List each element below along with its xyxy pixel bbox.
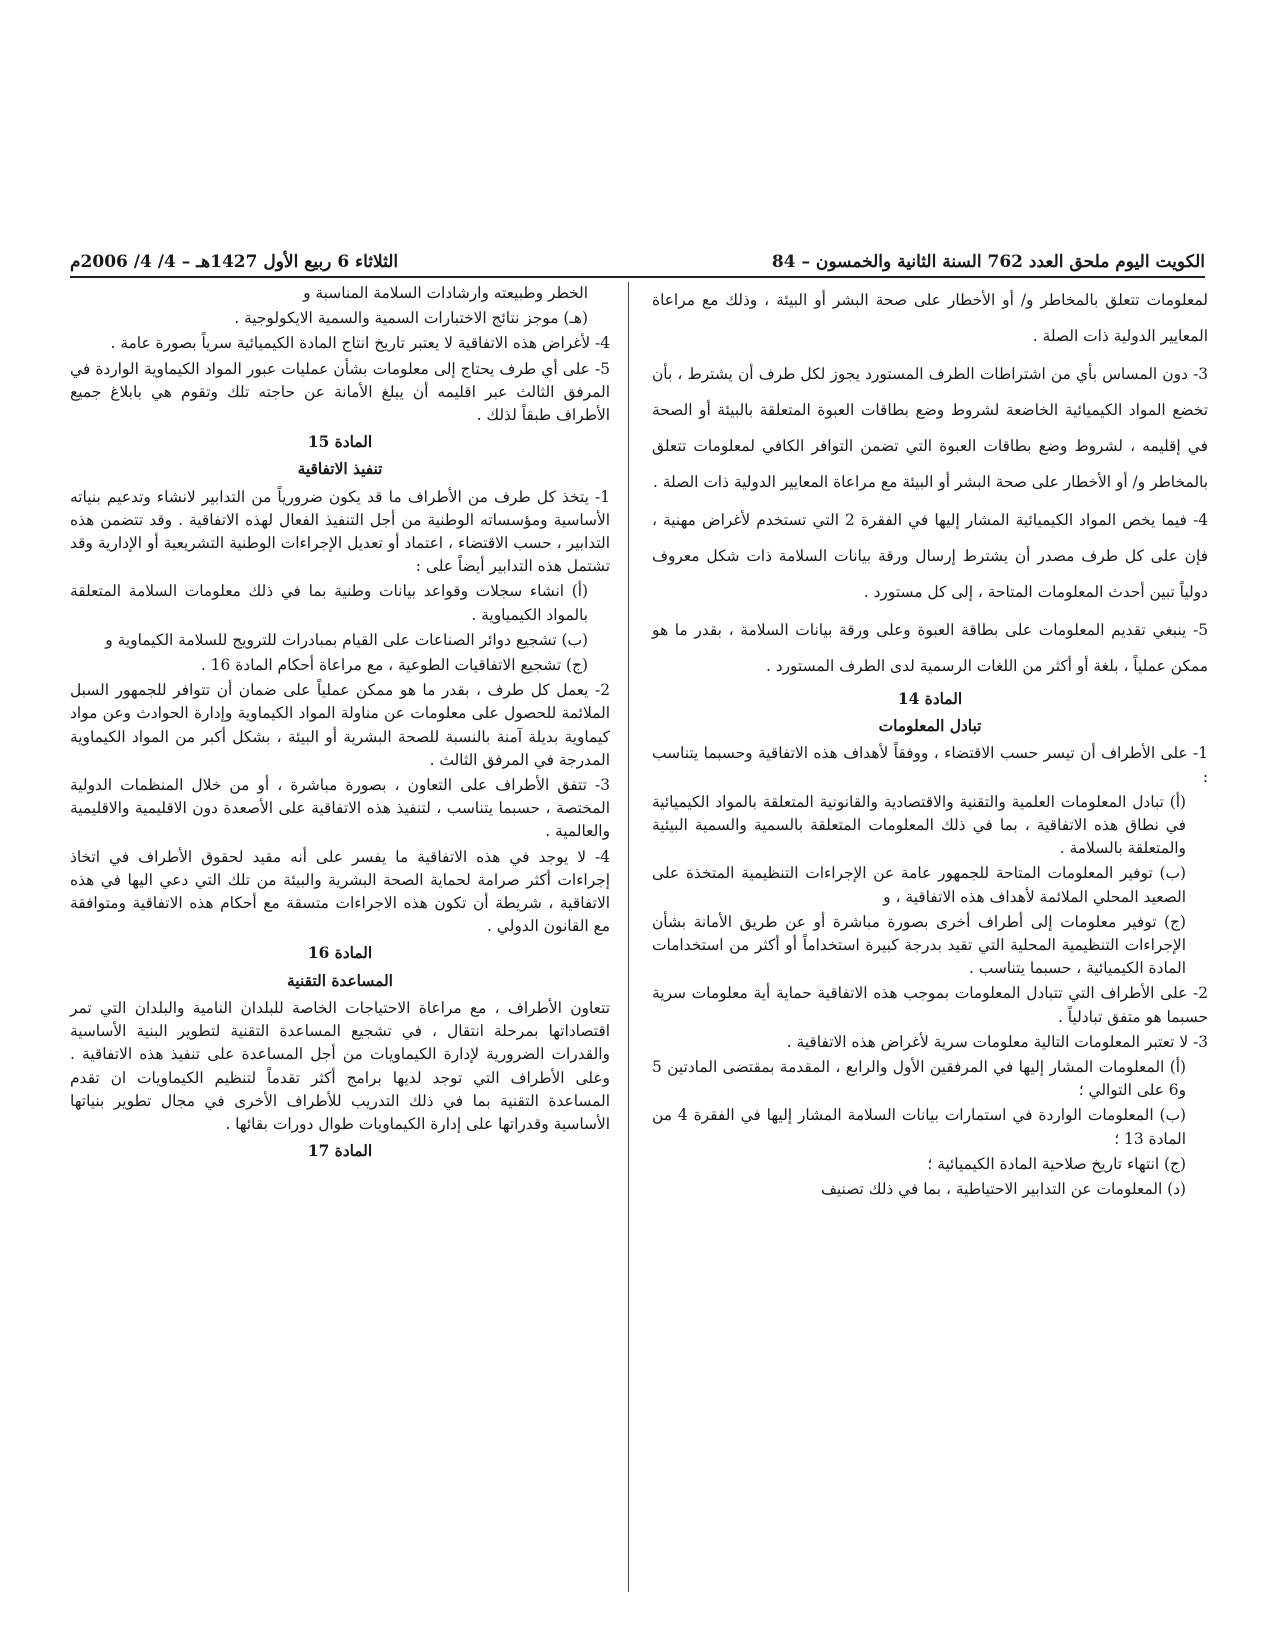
right-column-subitem: (ب) توفير المعلومات المتاحة للجمهور عامة عن الإجراءات التنظيمية المتخذة على الصعيد المحلي الملائمة لأهداف هذه الاتفاقية ، و — [652, 864, 1186, 906]
right-column-paragraph: 3- لا تعتبر المعلومات التالية معلومات سرية لأغراض هذه الاتفاقية . — [786, 1032, 1208, 1051]
right-column-subitem: (أ) تبادل المعلومات العلمية والتقنية والاقتصادية والقانونية المتعلقة بالمواد الكيميائية في نطاق هذه الاتفاقية ، بما في ذلك المعلومات المتعلقة بالسمية والسمية البيئية والمتعلقة بالسلامة . — [652, 792, 1186, 858]
left-column-heading: المساعدة التقنية — [287, 971, 393, 990]
left-column-subitem: (هـ) موجز نتائج الاختبارات السمية والسمية الايكولوجية . — [234, 309, 588, 328]
left-column-heading: المادة 15 — [307, 433, 373, 452]
right-column-subitem: (ب) المعلومات الواردة في استمارات بيانات السلامة المشار إليها في الفقرة 4 من المادة 13 ؛ — [652, 1106, 1187, 1148]
header-rule — [70, 276, 1205, 278]
right-column-paragraph: 3- دون المساس بأي من اشتراطات الطرف المستورد يجوز لكل طرف أن يشترط ، بأن تخضع المواد الكيميائية الخاضعة لشروط وضع بطاقات العبوة المتعلقة بالبيئة أو الصحة في إقليمه ، لشروط وضع بطاقات العبوة التي تضمن التوافر الكافي لمعلومات تتعلق بالمخاطر و/ أو الأخطار على صحة البشر أو البيئة مع مراعاة المعايير الدولية ذات الصلة . — [652, 365, 1208, 491]
left-column-subitem: (أ) انشاء سجلات وقواعد بيانات وطنية بما في ذلك معلومات السلامة المتعلقة بالمواد الكيمياوية . — [70, 582, 588, 624]
right-column-paragraph: 1- على الأطراف أن تيسر حسب الاقتضاء ، ووفقاً لأهداف هذه الاتفاقية وحسبما يتناسب : — [652, 744, 1208, 786]
left-column-paragraph: 5- على أي طرف يحتاج إلى معلومات بشأن عمليات عبور المواد الكيماوية الواردة في المرفق الثالث عبر اقليمه أن يبلغ الأمانة عن حاجته تلك وتقوم هي بابلاغ جميع الأطراف طبقاً لذلك . — [70, 359, 610, 425]
left-column-paragraph: 2- يعمل كل طرف ، بقدر ما هو ممكن عملياً على ضمان أن تتوافر للجمهور السبل الملائمة للحصول على معلومات عن مناولة المواد الكيماوية وإدارة الحوادث وعن مواد كيماوية بديلة آمنة بالنسبة للصحة البشرية أو البيئة ، بشكل أكبر من المواد الكيماوية المدرجة في المرفق الثالث . — [70, 681, 610, 769]
page-header — [70, 238, 1205, 272]
left-column-paragraph: تتعاون الأطراف ، مع مراعاة الاحتياجات الخاصة للبلدان النامية والبلدان التي تمر اقتصاداتها بمرحلة انتقال ، في تشجيع المساعدة التقنية لتطوير البنية الأساسية والقدرات الضرورية لإدارة الكيماويات من أجل المساعدة على تنفيذ هذه الاتفاقية . وعلى الأطراف التي توجد لديها برامج أكثر تقدماً لتنظيم الكيماويات ان تقدم المساعدة التقنية بما في ذلك التدريب للأطراف الأخرى في مجال تطوير بنياتها الأساسية وقدراتها على إدارة الكيماويات طوال دورات بقائها . — [70, 998, 610, 1133]
left-column — [70, 282, 610, 1167]
right-column-paragraph: لمعلومات تتعلق بالمخاطر و/ أو الأخطار على صحة البشر أو البيئة ، وذلك مع مراعاة المعايير الدولية ذات الصلة . — [652, 291, 1208, 345]
right-column-paragraph: 5- ينبغي تقديم المعلومات على بطاقة العبوة وعلى ورقة بيانات السلامة ، بقدر ما هو ممكن عملياً ، بلغة أو أكثر من اللغات الرسمية لدى الطرف المستورد . — [652, 621, 1208, 675]
left-column-heading: المادة 17 — [307, 1142, 373, 1161]
right-column-subitem: (ج) توفير معلومات إلى أطراف أخرى بصورة مباشرة أو عن طريق الأمانة بشأن الإجراءات التنظيمية المحلية التي تقيد بدرجة كبيرة استخداماً أو أكثر من استخدامات المادة الكيميائية ، حسبما يتناسب . — [652, 912, 1186, 978]
left-column-heading: المادة 16 — [307, 944, 373, 963]
right-column-subitem: (د) المعلومات عن التدابير الاحتياطية ، بما في ذلك تصنيف — [820, 1180, 1186, 1199]
left-column-paragraph: 4- لأغراض هذه الاتفاقية لا يعتبر تاريخ انتاج المادة الكيميائية سرياً بصورة عامة . — [110, 334, 610, 353]
right-column-heading: المادة 14 — [897, 690, 963, 708]
left-column-paragraph: 3- تتفق الأطراف على التعاون ، بصورة مباشرة ، أو من خلال المنظمات الدولية المختصة ، حسبما يتناسب ، لتنفيذ هذه الاتفاقية على الأصعدة دون الاقليمية والاقليمية والعالمية . — [70, 776, 610, 841]
right-column-heading: تبادل المعلومات — [878, 717, 982, 736]
left-column-paragraph: 4- لا يوجد في هذه الاتفاقية ما يفسر على أنه مقيد لحقوق الأطراف في اتخاذ إجراءات أكثر صرامة لحماية الصحة البشرية والبيئة من تلك التي دعي اليها في هذه الاتفاقية ، شريطة أن تكون هذه الاجراءات متسقة مع أحكام هذه الاتفاقية ومتوافقة مع القانون الدولي . — [70, 847, 610, 936]
right-column-subitem: (أ) المعلومات المشار إليها في المرفقين الأول والرابع ، المقدمة بمقتضى المادتين 5 و6 على التوالي ؛ — [652, 1058, 1186, 1100]
right-column — [652, 282, 1208, 1203]
header-date: الثلاثاء 6 ربيع الأول 1427هـ – 4/ 4/ 2006م — [70, 252, 399, 272]
left-column-subitem: (ج) تشجيع الاتفاقيات الطوعية ، مع مراعاة أحكام المادة 16 . — [200, 656, 588, 675]
header-issue-info: الكويت اليوم ملحق العدد 762 السنة الثانية والخمسون – 84 — [771, 252, 1205, 272]
right-column-paragraph: 4- فيما يخص المواد الكيميائية المشار إليها في الفقرة 2 التي تستخدم لأغراض مهنية ، فإن على كل طرف مصدر أن يشترط إرسال ورقة بيانات السلامة ذات شكل معروف دولياً تبين أحدث المعلومات المتاحة ، إلى كل مستورد . — [652, 511, 1208, 601]
right-column-paragraph: 2- على الأطراف التي تتبادل المعلومات بموجب هذه الاتفاقية حماية أية معلومات سرية حسبما هو متفق تبادلياً . — [652, 984, 1208, 1026]
left-column-subitem: (ب) تشجيع دوائر الصناعات على القيام بمبادرات للترويج للسلامة الكيماوية و — [105, 630, 588, 649]
right-column-subitem: (ج) انتهاء تاريخ صلاحية المادة الكيميائية ؛ — [927, 1154, 1186, 1173]
left-column-paragraph: 1- يتخذ كل طرف من الأطراف ما قد يكون ضرورياً من التدابير لانشاء وتدعيم بنياته الأساسية ومؤسساته الوطنية من أجل التنفيذ الفعال لهذه الاتفاقية . وقد تتضمن هذه التدابير ، حسب الاقتضاء ، اعتماد أو تعديل الإجراءات الوطنية التشريعية أو الإدارية وقد تشتمل هذه التدابير أيضاً على : — [70, 487, 610, 576]
column-divider — [628, 282, 629, 1592]
left-column-subitem: الخطر وطبيعته وارشادات السلامة المناسبة و — [303, 284, 588, 302]
left-column-heading: تنفيذ الاتفاقية — [297, 460, 383, 479]
